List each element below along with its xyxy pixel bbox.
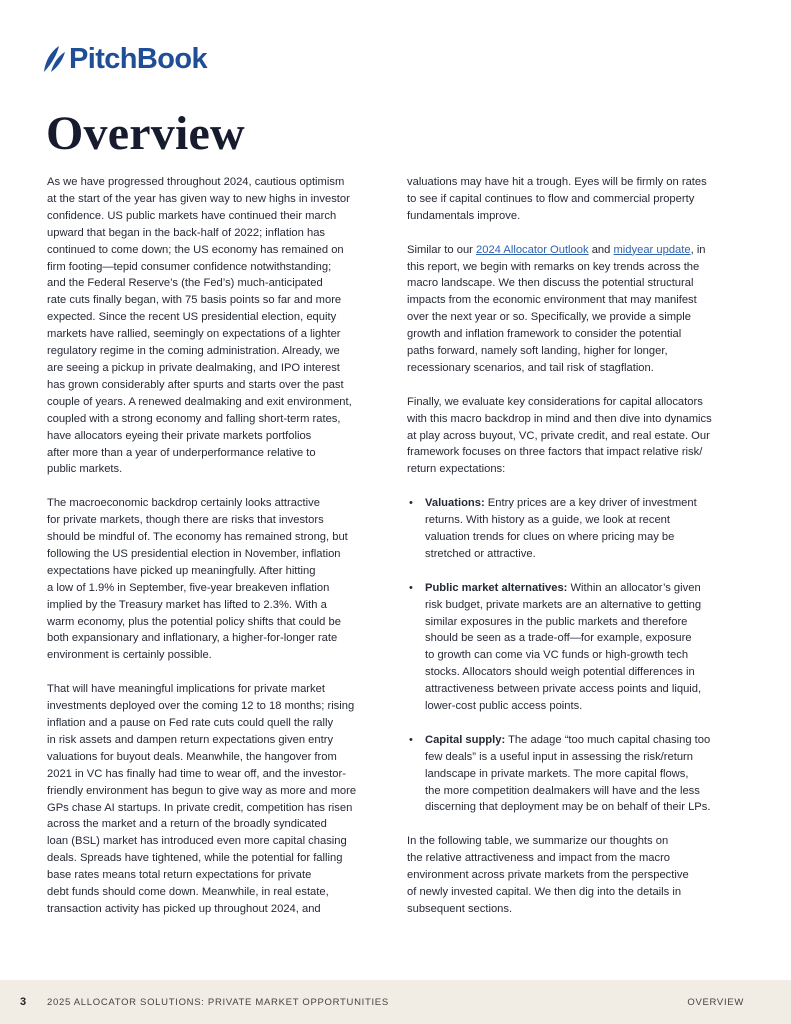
- text-line: following the US presidential election in November, inflation: [47, 547, 341, 560]
- text-line: valuations may have hit a trough. Eyes will be firmly on rates: [407, 176, 707, 188]
- text-line: stretched or attractive.: [425, 547, 536, 560]
- text-line: paths forward, namely soft landing, higher for longer,: [407, 345, 668, 358]
- text-line: in risk assets and dampen return expectations given entry: [47, 733, 334, 746]
- text-line: this report, we begin with remarks on key trends across the: [407, 260, 700, 273]
- page-footer: [0, 980, 791, 1024]
- text-line: recessionary scenarios, and tail risk of stagflation.: [407, 361, 654, 374]
- pitchbook-leaf-icon: [40, 44, 66, 74]
- paragraph: [407, 174, 745, 225]
- text-line: transaction activity has picked up throughout 2024, and: [47, 902, 321, 915]
- paragraph: [47, 174, 382, 478]
- text-line: should be seen as a trade-off—for example, exposure: [425, 632, 692, 645]
- text-line: both expansionary and inflationary, a higher-for-longer rate: [47, 632, 338, 645]
- text-line: the more competition dealmakers will have and the less: [425, 784, 700, 797]
- text-line: valuation trends for clues on where pricing may be: [425, 530, 675, 543]
- text-line: the relative attractiveness and impact from the macro: [407, 852, 671, 865]
- text-line: attractiveness between private access points and liquid,: [425, 683, 702, 696]
- text-line: at play across buyout, VC, private credit, and real estate. Our: [407, 429, 710, 442]
- paragraph: [407, 394, 745, 479]
- text-line: expectations have picked up meaningfully. After hitting: [47, 564, 316, 577]
- text-line: public markets.: [47, 463, 123, 476]
- text-line: environment across private markets from the perspective: [407, 869, 689, 882]
- bullet-item-valuations: [407, 495, 745, 563]
- text-line: impacts from the economic environment that may manifest: [407, 294, 697, 307]
- page-title: Overview: [46, 107, 245, 160]
- text-line: firm footing—tepid consumer confidence notwithstanding;: [47, 260, 332, 273]
- text-line: are seeing a pickup in private dealmaking, and IPO interest: [47, 361, 340, 374]
- text-segment: Entry prices are a key driver of investment: [484, 497, 697, 510]
- bullet-icon: •: [409, 733, 413, 746]
- text-line: The macroeconomic backdrop certainly looks attractive: [47, 497, 320, 510]
- text-line: for private markets, though there are risks that investors: [47, 514, 324, 527]
- text-line: few deals” is a useful input in assessing the risk/return: [425, 750, 694, 763]
- text-line: over the next year or so. Specifically, we provide a simple: [407, 311, 691, 324]
- text-line: environment is certainly possible.: [47, 649, 212, 662]
- text-line: have allocators eyeing their private markets portfolios: [47, 429, 312, 442]
- text-line: fundamentals improve.: [407, 209, 521, 222]
- text-line: stocks. Allocators should weigh potential differences in: [425, 666, 695, 679]
- text-line: a low of 1.9% in September, five-year breakeven inflation: [47, 581, 330, 594]
- bullet-item-capital-supply: [407, 732, 745, 817]
- text-line: As we have progressed throughout 2024, cautious optimism: [47, 176, 345, 188]
- text-line: at the start of the year has given way to new highs in investor: [47, 192, 350, 205]
- paragraph: [407, 833, 745, 918]
- report-title: 2025 ALLOCATOR SOLUTIONS: PRIVATE MARKET OPPORTUNITIES: [47, 997, 389, 1008]
- bullet-icon: •: [409, 581, 413, 594]
- text-line: continued to come down; the US economy has remained on: [47, 243, 344, 256]
- paragraph: [47, 495, 382, 664]
- pitchbook-logo: [40, 42, 207, 76]
- text-line: discerning that deployment may be on behalf of their LPs.: [425, 801, 711, 814]
- text-segment: and: [588, 243, 614, 256]
- text-line: valuations for buyout deals. Meanwhile, the hangover from: [47, 750, 337, 763]
- text-line: return expectations:: [407, 463, 506, 476]
- text-line: In the following table, we summarize our thoughts on: [407, 835, 669, 848]
- text-line: with this macro backdrop in mind and then dive into dynamics: [407, 412, 712, 425]
- text-line: framework focuses on three factors that impact relative risk/: [407, 446, 703, 459]
- text-line: deals. Spreads have tightened, while the potential for falling: [47, 852, 343, 865]
- text-line: [407, 580, 745, 597]
- text-line: expected. Since the recent US presidential election, equity: [47, 311, 337, 324]
- text-line: warm economy, plus the potential policy shifts that could be: [47, 615, 341, 628]
- text-line: [407, 242, 745, 259]
- page-number: 3: [20, 996, 27, 1008]
- text-line: markets have rallied, seemingly on expectations of a lighter: [47, 328, 341, 341]
- text-segment: The adage “too much capital chasing too: [505, 733, 711, 746]
- text-line: subsequent sections.: [407, 902, 513, 915]
- text-line: [407, 732, 745, 749]
- text-line: after more than a year of underperformance relative to: [47, 446, 316, 459]
- text-line: to growth can come via VC funds or high-growth tech: [425, 649, 689, 662]
- text-line: base rates means total return expectations for private: [47, 869, 312, 882]
- text-line: Finally, we evaluate key considerations for capital allocators: [407, 395, 703, 408]
- text-line: coupled with a strong economy and falling short-term rates,: [47, 412, 341, 425]
- text-line: debt funds should come down. Meanwhile, in real estate,: [47, 886, 329, 899]
- bullet-heading: Public market alternatives:: [425, 581, 568, 594]
- midyear-update-link[interactable]: midyear update: [613, 243, 691, 256]
- allocator-outlook-link[interactable]: 2024 Allocator Outlook: [476, 243, 589, 256]
- text-line: risk budget, private markets are an alternative to getting: [425, 598, 702, 611]
- bullet-item-public-market-alternatives: [407, 580, 745, 715]
- paragraph: [47, 681, 382, 918]
- text-line: confidence. US public markets have continued their march: [47, 209, 337, 222]
- text-line: should be mindful of. The economy has remained strong, but: [47, 531, 348, 544]
- section-label: OVERVIEW: [687, 997, 744, 1008]
- bullet-heading: Capital supply:: [425, 733, 506, 746]
- text-line: GPs chase AI startups. In private credit, competition has risen: [47, 801, 353, 814]
- bullet-heading: Valuations:: [425, 497, 485, 510]
- text-line: [407, 495, 745, 512]
- text-line: That will have meaningful implications for private market: [47, 683, 325, 696]
- text-line: implied by the Treasury market has lifted to 2.3%. With a: [47, 598, 327, 611]
- text-line: inflation and a pause on Fed rate cuts could quell the rally: [47, 716, 334, 729]
- text-line: returns. With history as a guide, we look at recent: [425, 514, 670, 527]
- text-line: similar exposures in the public markets and therefore: [425, 615, 688, 628]
- text-line: friendly environment has begun to give way as more and more: [47, 784, 357, 797]
- text-line: lower-cost public access points.: [425, 700, 583, 713]
- text-line: across the market and a return of the broadly syndicated: [47, 818, 327, 831]
- text-line: couple of years. A renewed dealmaking and exit environment,: [47, 395, 352, 408]
- right-column: [407, 174, 745, 918]
- text-line: growth and inflation framework to consider the potential: [407, 328, 682, 341]
- paragraph: [407, 242, 745, 377]
- text-line: 2021 in VC has finally had time to wear off, and the investor-: [47, 767, 346, 780]
- text-line: loan (BSL) market has introduced even more capital chasing: [47, 835, 347, 848]
- text-segment: Within an allocator’s given: [567, 581, 701, 594]
- text-line: of newly invested capital. We then dig into the details in: [407, 885, 682, 898]
- text-line: landscape in private markets. The more capital flows,: [425, 767, 689, 780]
- text-line: upward that began in the back-half of 2022; inflation has: [47, 226, 326, 239]
- text-line: rate cuts finally began, with 75 basis points so far and more: [47, 294, 342, 307]
- text-line: and the Federal Reserve’s (the Fed’s) much-anticipated: [47, 277, 323, 290]
- text-line: regulatory regime in the coming administration. Already, we: [47, 345, 340, 358]
- bullet-icon: •: [409, 497, 413, 510]
- text-line: macro landscape. We then discuss the potential structural: [407, 277, 694, 290]
- text-segment: Similar to our: [407, 243, 477, 256]
- text-segment: , in: [690, 243, 706, 256]
- text-line: investments deployed over the coming 12 to 18 months; rising: [47, 700, 355, 713]
- text-line: to see if capital continues to flow and commercial property: [407, 192, 695, 205]
- left-column: [47, 174, 382, 918]
- text-line: has grown considerably after spurts and starts over the past: [47, 378, 344, 391]
- logo-text: PitchBook: [69, 42, 207, 75]
